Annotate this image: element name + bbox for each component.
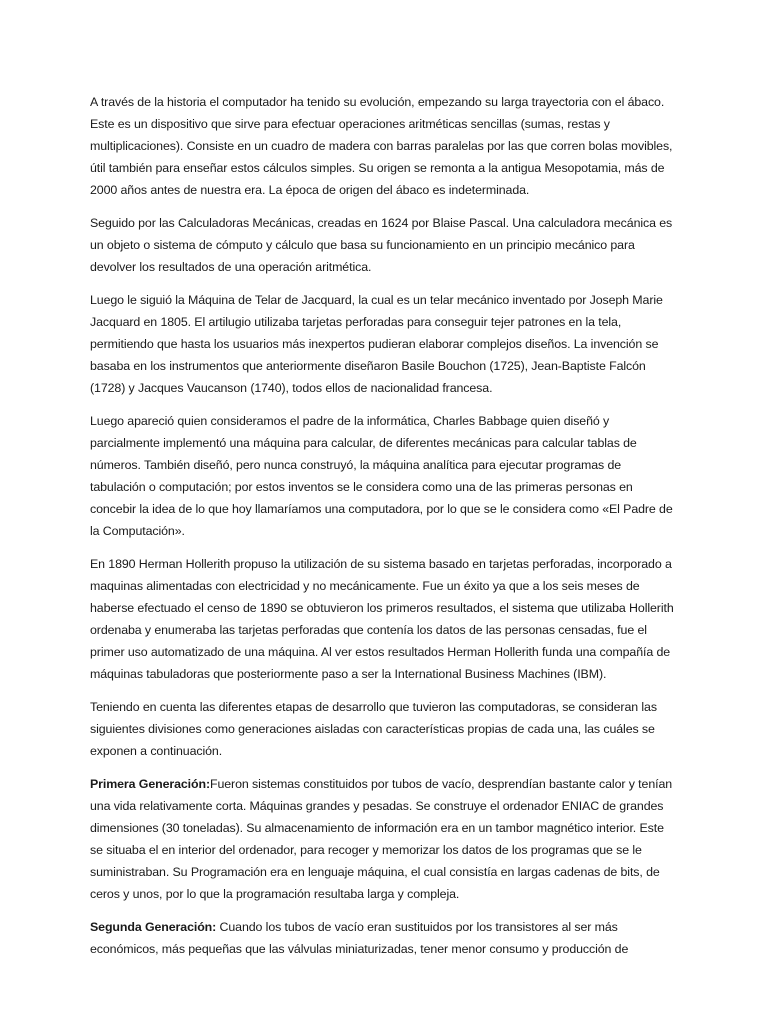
segunda-generacion-heading: Segunda Generación: xyxy=(90,920,217,934)
paragraph-hollerith: En 1890 Herman Hollerith propuso la utilización de su sistema basado en tarjetas perforadas, incorporado a maquinas alimentadas con electricidad y no mecánicamente. Fue un éxito ya que a los seis meses de haberse efectuado el censo de 1890 se obtuvieron los primeros resultados, el sistema que utilizaba Hollerith ordenaba y enumeraba las tarjetas perforadas que contenía los datos de las personas censadas, fue el primer uso automatizado de una máquina. Al ver estos resultados Herman Hollerith funda una compañía de máquinas tabuladoras que posteriormente paso a ser la International Business Machines (IBM). xyxy=(90,557,674,681)
primera-generacion-heading: Primera Generación: xyxy=(90,777,210,791)
segunda-generacion-text: Cuando los tubos de vacío eran sustituidos por los transistores al ser más económicos, más pequeñas que las válvulas miniaturizadas, tener menor consumo y producción de xyxy=(90,920,629,956)
paragraph-abaco: A través de la historia el computador ha tenido su evolución, empezando su larga trayectoria con el ábaco. Este es un dispositivo que sirve para efectuar operaciones aritméticas sencillas (sumas, restas y multiplicaciones). Consiste en un cuadro de madera con barras paralelas por las que corren bolas movibles, útil también para enseñar estos cálculos simples. Su origen se remonta a la antigua Mesopotamia, más de 2000 años antes de nuestra era. La época de origen del ábaco es indeterminada. xyxy=(90,95,673,197)
paragraph-calculadoras-mecanicas: Seguido por las Calculadoras Mecánicas, creadas en 1624 por Blaise Pascal. Una calculadora mecánica es un objeto o sistema de cómputo y cálculo que basa su funcionamiento en un principio mecánico para devolver los resultados de una operación aritmética. xyxy=(90,216,673,274)
paragraph-primera-generacion xyxy=(90,773,678,905)
primera-generacion-text: Fueron sistemas constituidos por tubos de vacío, desprendían bastante calor y tenían una vida relativamente corta. Máquinas grandes y pesadas. Se construye el ordenador ENIAC de grandes dimensiones (30 toneladas). Su almacenamiento de información era en un tambor magnético interior. Este se situaba el en interior del ordenador, para recoger y memorizar los datos de los programas que se le suministraban. Su Programación era en lenguaje máquina, el cual consistía en largas cadenas de bits, de ceros y unos, por lo que la programación resultaba larga y compleja. xyxy=(90,777,673,901)
document-page xyxy=(90,91,678,971)
paragraph-generaciones-intro: Teniendo en cuenta las diferentes etapas de desarrollo que tuvieron las computadoras, se consideran las siguientes divisiones como generaciones aisladas con características propias de cada una, las cuáles se exponen a continuación. xyxy=(90,700,657,758)
paragraph-jacquard: Luego le siguió la Máquina de Telar de Jacquard, la cual es un telar mecánico inventado por Joseph Marie Jacquard en 1805. El artilugio utilizaba tarjetas perforadas para conseguir tejer patrones en la tela, permitiendo que hasta los usuarios más inexpertos pudieran elaborar complejos diseños. La invención se basaba en los instrumentos que anteriormente diseñaron Basile Bouchon (1725), Jean-Baptiste Falcón (1728) y Jacques Vaucanson (1740), todos ellos de nacionalidad francesa. xyxy=(90,293,663,395)
paragraph-babbage: Luego apareció quien consideramos el padre de la informática, Charles Babbage quien diseñó y parcialmente implementó una máquina para calcular, de diferentes mecánicas para calcular tablas de números. También diseñó, pero nunca construyó, la máquina analítica para ejecutar programas de tabulación o computación; por estos inventos se le considera como una de las primeras personas en concebir la idea de lo que hoy llamaríamos una computadora, por lo que se le considera como «El Padre de la Computación». xyxy=(90,414,673,538)
paragraph-segunda-generacion xyxy=(90,916,678,960)
